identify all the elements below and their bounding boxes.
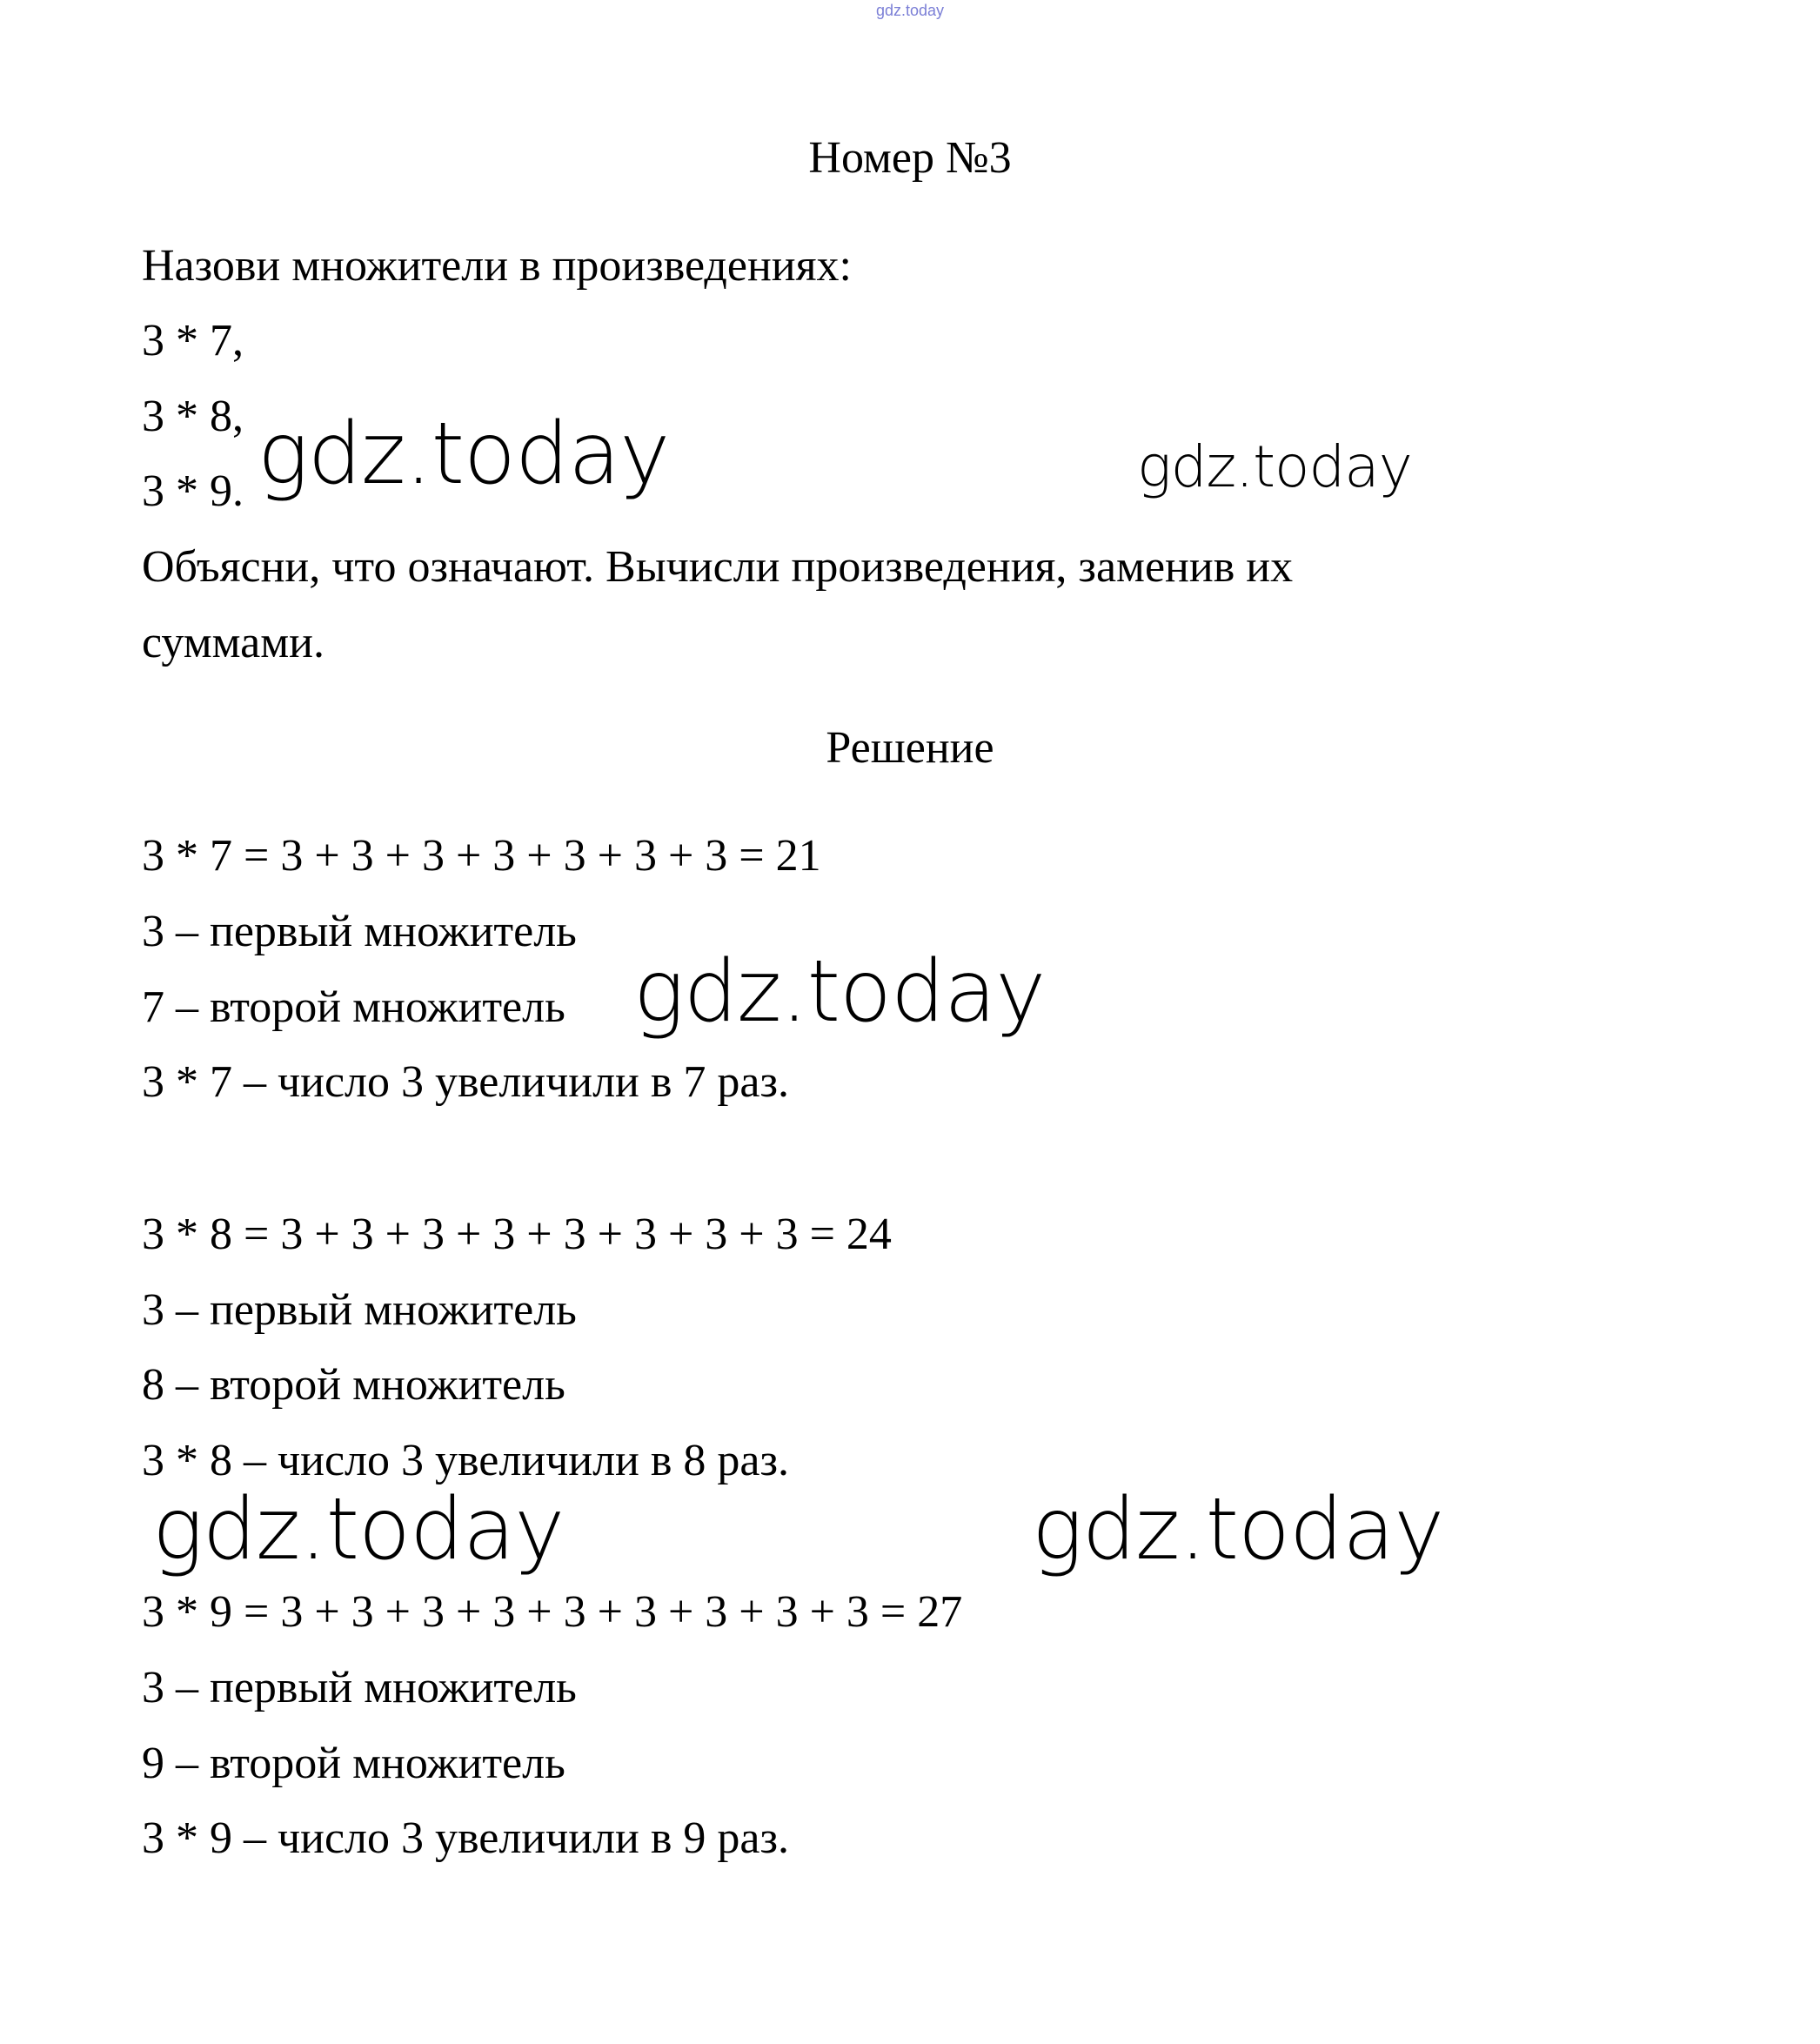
product-item: 3 * 8, xyxy=(142,392,244,441)
task-instruction: Объясни, что означают. Вычисли произведения, заменив их xyxy=(142,542,1294,592)
meaning-text: 3 * 9 – число 3 увеличили в 9 раз. xyxy=(142,1813,790,1863)
solution-equation: 3 * 8 = 3 + 3 + 3 + 3 + 3 + 3 + 3 + 3 = 24 xyxy=(142,1210,892,1259)
watermark: gdz.today xyxy=(152,1480,565,1579)
product-item: 3 * 7, xyxy=(142,316,244,365)
first-factor-text: 3 – первый множитель xyxy=(142,1663,577,1712)
solution-equation: 3 * 9 = 3 + 3 + 3 + 3 + 3 + 3 + 3 + 3 + 3 = 27 xyxy=(142,1587,963,1637)
product-item: 3 * 9. xyxy=(142,466,244,516)
watermark: gdz.today xyxy=(1032,1480,1444,1579)
meaning-text: 3 * 8 – число 3 увеличили в 8 раз. xyxy=(142,1436,790,1485)
task-title: Номер №3 xyxy=(808,133,1012,183)
watermark: gdz.today xyxy=(258,405,670,504)
second-factor-text: 8 – второй множитель xyxy=(142,1360,565,1410)
solution-heading: Решение xyxy=(826,723,994,773)
solution-equation: 3 * 7 = 3 + 3 + 3 + 3 + 3 + 3 + 3 = 21 xyxy=(142,831,821,881)
task-prompt: Назови множители в произведениях: xyxy=(142,241,852,291)
task-instruction: суммами. xyxy=(142,618,325,667)
watermark: gdz.today xyxy=(633,942,1046,1042)
second-factor-text: 9 – второй множитель xyxy=(142,1739,565,1788)
meaning-text: 3 * 7 – число 3 увеличили в 7 раз. xyxy=(142,1057,790,1107)
site-mark-header: gdz.today xyxy=(875,2,945,19)
first-factor-text: 3 – первый множитель xyxy=(142,1285,577,1335)
first-factor-text: 3 – первый множитель xyxy=(142,907,577,956)
watermark: gdz.today xyxy=(1137,433,1412,500)
second-factor-text: 7 – второй множитель xyxy=(142,982,565,1032)
